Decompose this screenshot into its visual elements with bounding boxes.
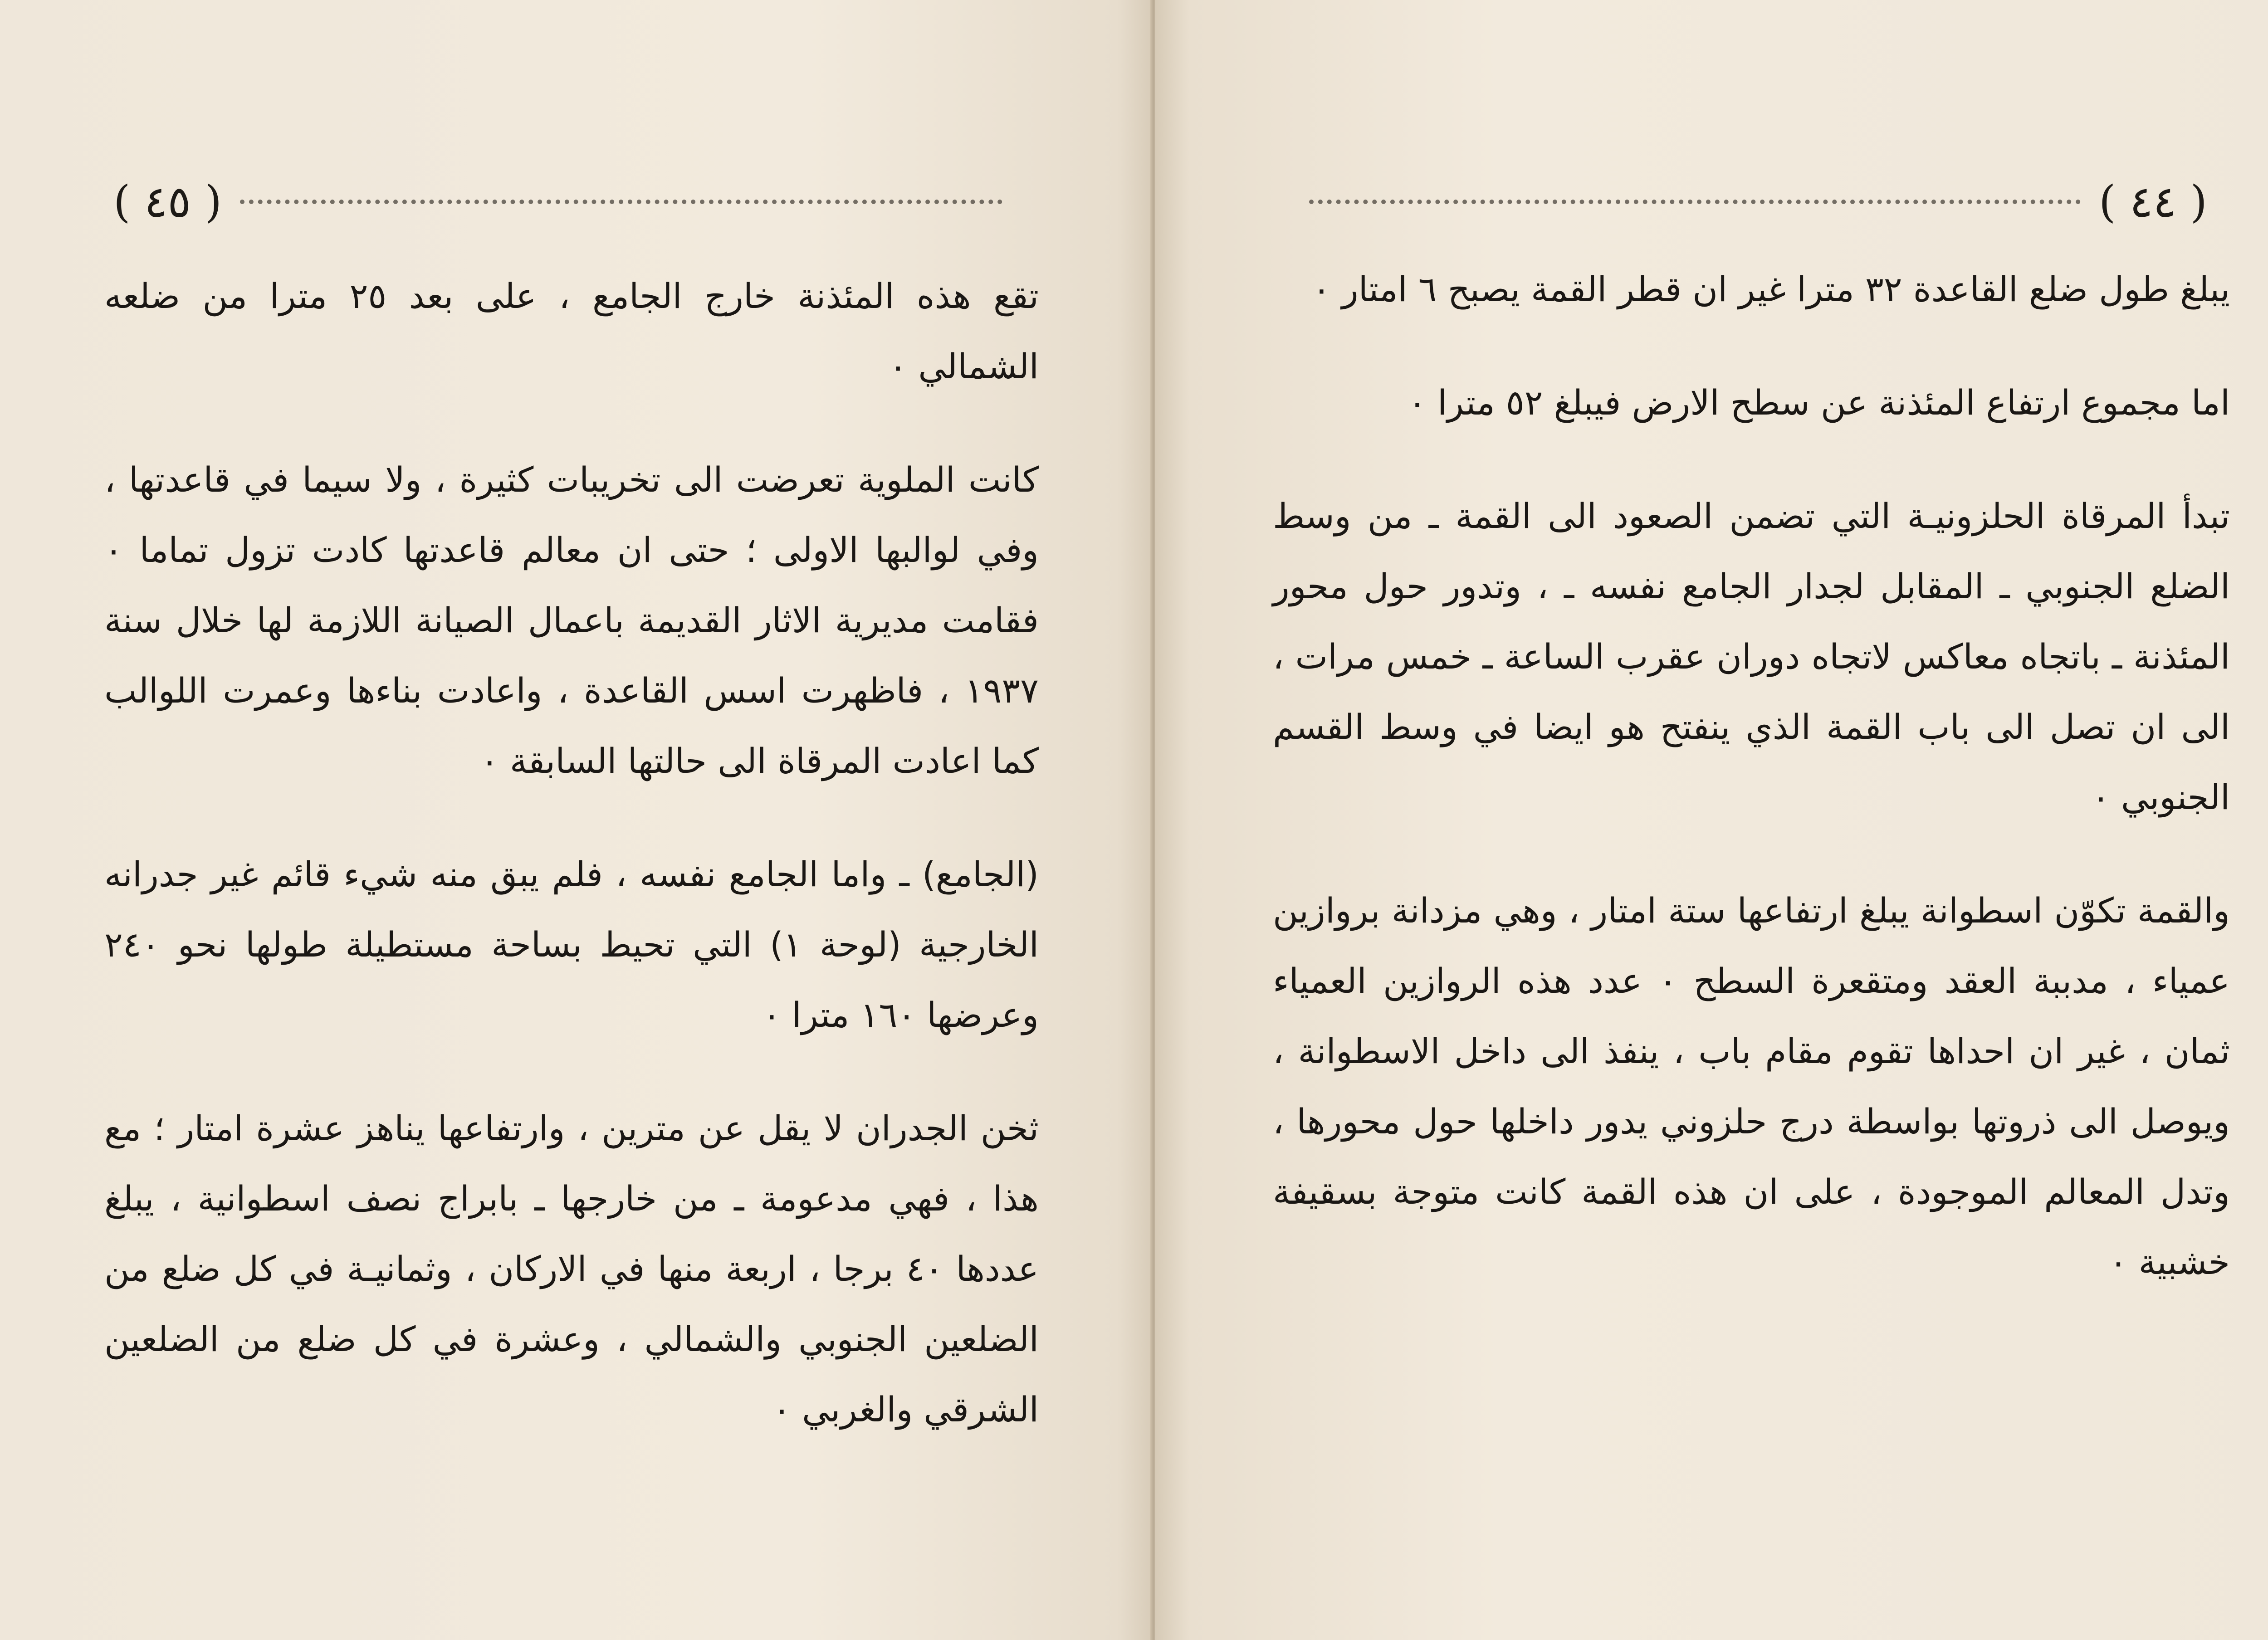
left-page-number: ( ٤٥ ) — [113, 176, 222, 227]
left-page-header — [113, 168, 1021, 236]
paragraph: (الجامع) ـ واما الجامع نفسه ، فلم يبق منه شيء قائم غير جدرانه الخارجية (لوحة ١) التي تحيط بساحة مستطيلة طولها نحو ٢٤٠ وعرضها ١٦٠ مترا ٠ — [104, 854, 1039, 1035]
paragraph: اما مجموع ارتفاع المئذنة عن سطح الارض فيبلغ ٥٢ مترا ٠ — [1408, 382, 2230, 423]
left-page-body — [104, 261, 1039, 1445]
right-page — [1155, 0, 2268, 1640]
right-page-header — [1291, 168, 2207, 236]
paragraph: تبدأ المرقاة الحلزونيـة التي تضمن الصعود الى القمة ـ من وسط الضلع الجنوبي ـ المقابل لجدار الجامع نفسه ـ ، وتدور حول محور المئذنة ـ باتجاه معاكس لاتجاه دوران عقرب الساعة ـ خمس مرات ، الى ان تصل الى باب القمة الذي ينفتح هو ايضا في وسط القسم الجنوبي ٠ — [1273, 496, 2230, 817]
paragraph: والقمة تكوّن اسطوانة يبلغ ارتفاعها ستة امتار ، وهي مزدانة بروازين عمياء ، مدببة العقد ومتقعرة السطح ٠ عدد هذه الروازين العمياء ثمان ، غير ان احداها تقوم مقام باب ، ينفذ الى داخل الاسطوانة ، ويوصل الى ذروتها بواسطة درج حلزوني يدور داخلها حول محورها ، وتدل المعالم الموجودة ، على ان هذه القمة كانت متوجة بسقيفة خشبية ٠ — [1273, 890, 2230, 1282]
paragraph: ثخن الجدران لا يقل عن مترين ، وارتفاعها يناهز عشرة امتار ؛ مع هذا ، فهي مدعومة ـ من خارجها ـ بابراج نصف اسطوانية ، يبلغ عددها ٤٠ برجا ، اربعة منها في الاركان ، وثمانيـة في كل ضلع من الضلعين الجنوبي والشمالي ، وعشرة في كل ضلع من الضلعين الشرقي والغربي ٠ — [104, 1108, 1039, 1430]
paragraph: كانت الملوية تعرضت الى تخريبات كثيرة ، ولا سيما في قاعدتها ، وفي لوالبها الاولى ؛ حتى ان معالم قاعدتها كادت تزول تماما ٠ فقامت مديرية الاثار القديمة باعمال الصيانة اللازمة لها خلال سنة ١٩٣٧ ، فاظهرت اسس القاعدة ، واعادت بناءها وعمرت اللوالب كما اعادت المرقاة الى حالتها السابقة ٠ — [104, 459, 1039, 781]
right-page-number: ( ٤٤ ) — [2098, 176, 2207, 227]
header-dotted-rule — [1309, 200, 2081, 204]
paragraph: يبلغ طول ضلع القاعدة ٣٢ مترا غير ان قطر القمة يصبح ٦ امتار ٠ — [1312, 269, 2230, 309]
right-page-body — [1273, 254, 2230, 1297]
header-dotted-rule — [240, 200, 1002, 204]
paragraph: تقع هذه المئذنة خارج الجامع ، على بعد ٢٥ مترا من ضلعه الشمالي ٠ — [104, 276, 1039, 386]
